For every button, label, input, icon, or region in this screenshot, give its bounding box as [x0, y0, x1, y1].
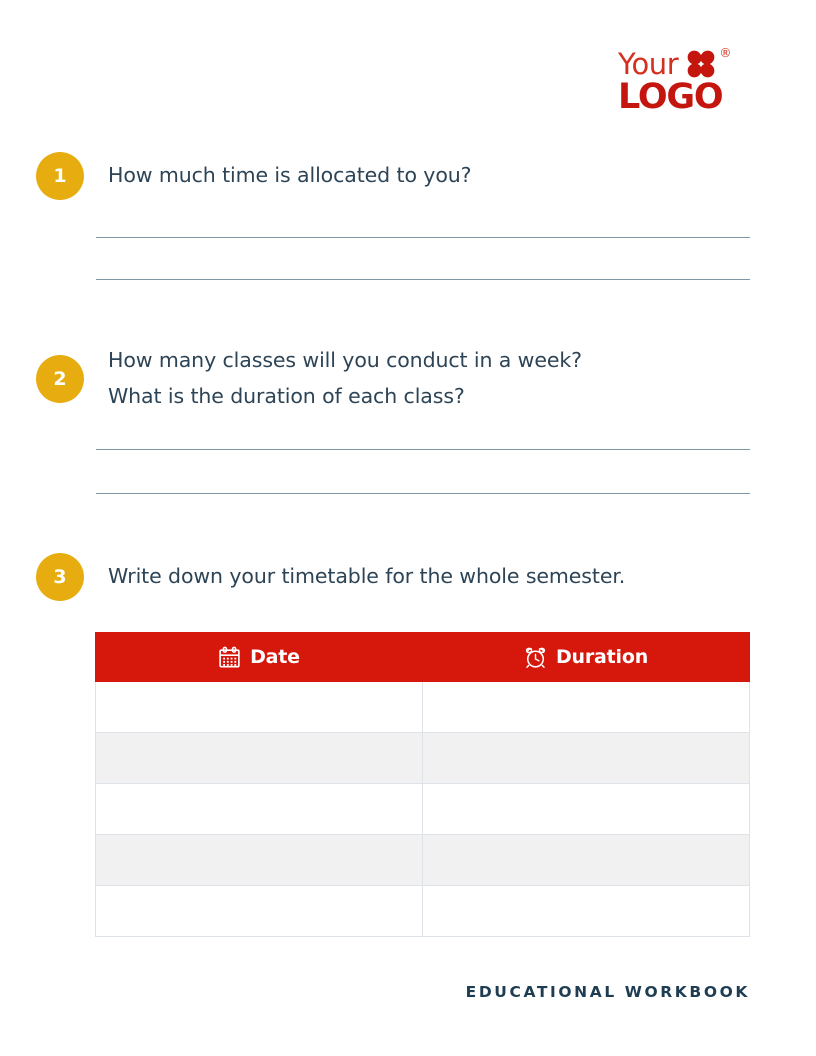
answer-line-1b[interactable] [96, 279, 750, 280]
table-cell-date[interactable] [96, 784, 423, 835]
table-cell-date[interactable] [96, 835, 423, 886]
timetable-header-duration-label: Duration [555, 646, 649, 668]
question-number-badge-2: 2 [36, 355, 84, 403]
question-number-badge-1: 1 [36, 152, 84, 200]
logo-word-logo: LOGO [618, 77, 723, 117]
question-text-1-line-1: How much time is allocated to you? [108, 163, 472, 187]
answer-line-1a[interactable] [96, 237, 750, 238]
table-cell-duration[interactable] [423, 886, 750, 937]
question-number-badge-3: 3 [36, 553, 84, 601]
timetable-header-duration [423, 633, 750, 682]
timetable-header-row [96, 633, 750, 682]
answer-line-2b[interactable] [96, 493, 750, 494]
footer-label: EDUCATIONAL WORKBOOK [465, 983, 750, 1001]
timetable-header-date [96, 633, 423, 682]
brand-logo [618, 48, 763, 116]
logo-word-your: Your [618, 47, 679, 81]
answer-line-2a[interactable] [96, 449, 750, 450]
table-cell-date[interactable] [96, 682, 423, 733]
question-text-2-line-1: How many classes will you conduct in a week? [108, 348, 582, 372]
table-row [96, 886, 750, 937]
calendar-icon [218, 646, 241, 669]
timetable [95, 632, 750, 937]
question-text-2-line-2: What is the duration of each class? [108, 384, 465, 408]
timetable-header-date-label: Date [250, 646, 300, 668]
table-cell-duration[interactable] [423, 733, 750, 784]
clover-flower-icon [686, 49, 716, 79]
table-cell-duration[interactable] [423, 784, 750, 835]
alarm-clock-icon [524, 646, 547, 669]
registered-trademark-icon: ® [719, 46, 732, 60]
table-row [96, 733, 750, 784]
table-cell-duration[interactable] [423, 835, 750, 886]
question-text-3-line-1: Write down your timetable for the whole semester. [108, 564, 626, 588]
table-row [96, 682, 750, 733]
table-cell-date[interactable] [96, 733, 423, 784]
table-row [96, 784, 750, 835]
table-cell-duration[interactable] [423, 682, 750, 733]
table-cell-date[interactable] [96, 886, 423, 937]
table-row [96, 835, 750, 886]
